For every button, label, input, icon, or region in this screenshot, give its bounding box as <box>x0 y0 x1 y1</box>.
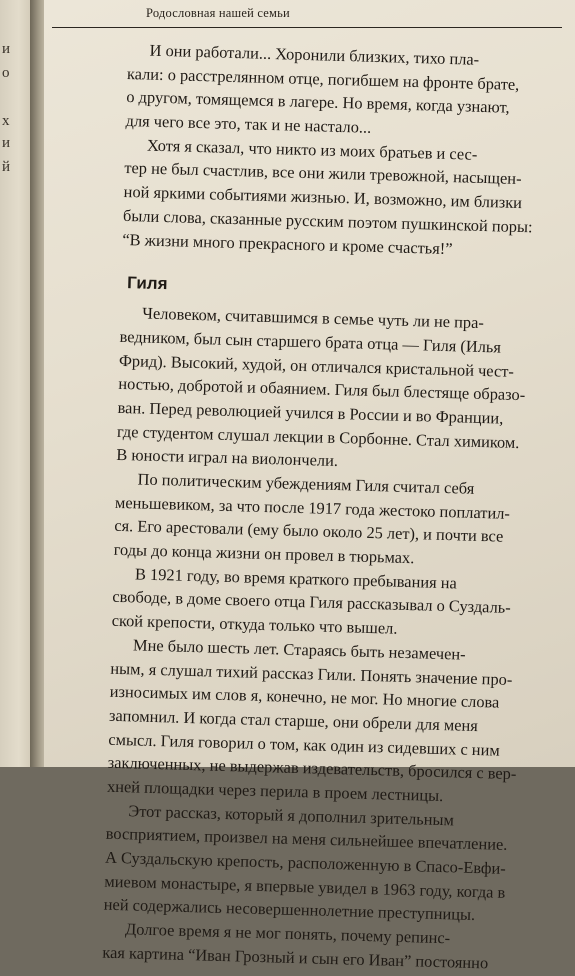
text-line: Долгое время я не мог понять, почему репинс- <box>124 919 451 948</box>
prev-page-fragment: х <box>2 113 10 129</box>
text-line: В 1921 году, во время краткого пребывания на <box>134 564 458 593</box>
text-line: ся. Его арестовали (ему было около 25 лет), и почти все <box>114 516 504 547</box>
text-line: ной яркими событиями жизнью. И, возможно, им близки <box>123 182 523 213</box>
text-line: миевом монастыре, я впервые увидел в 1963 году, когда в <box>104 871 506 902</box>
text-line: меньшевиком, за что после 1917 года жестоко поплатил- <box>114 492 511 523</box>
text-line: хней площадки через перила в проем лестницы. <box>106 776 444 806</box>
prev-page-fragment: и <box>2 135 11 151</box>
text-line: кали: о расстрелянном отце, погибшем на фронте брате, <box>126 63 520 94</box>
header-rule <box>52 27 562 28</box>
text-line: Мне было шесть лет. Стараясь быть незамечен- <box>132 635 466 664</box>
prev-page-fragment: и <box>2 41 11 57</box>
text-line: о другом, томящемся в лагере. Но время, когда узнают, <box>126 87 510 118</box>
text-line: А Суздальскую крепость, расположенную в Спасо-Евфи- <box>104 847 506 878</box>
text-line: где студентом слушал лекции в Сорбонне. Стал химиком. <box>116 421 520 452</box>
text-line: ным, я слушал тихий рассказ Гили. Понять значение про- <box>110 658 513 689</box>
text-line: “В жизни много прекрасного и кроме счастья!” <box>122 229 453 258</box>
text-line: ван. Перед революцией учился в России и во Франции, <box>117 397 504 428</box>
text-line: По политическим убеждениям Гиля считал себя <box>137 469 475 498</box>
text-line: годы до конца жизни он провел в тюрьмах. <box>113 539 415 568</box>
text-line: смысл. Гиля говорил о том, как один из сидевших с ним <box>108 729 501 760</box>
text-line: для чего все это, так и не настало... <box>125 111 372 137</box>
text-line: запомнил. И когда стал старше, они обрели для меня <box>108 705 479 735</box>
page-text <box>102 38 553 976</box>
text-line: тер не был счастлив, все они жили тревожной, насыщен- <box>124 158 522 189</box>
text-line: восприятием, произвел на меня сильнейшее впечатление. <box>105 824 508 855</box>
text-line: Человеком, считавшимся в семье чуть ли не пра- <box>142 303 485 333</box>
book-page <box>44 0 575 973</box>
section-heading: Гиля <box>126 273 168 294</box>
text-line: заключенных, не выдержав издевательств, бросился с вер- <box>107 752 517 784</box>
text-line: износимых им слов я, конечно, не мог. Но многие слова <box>109 681 500 712</box>
text-line: И они работали... Хоронили близких, тихо пла- <box>149 40 480 69</box>
text-line: ней содержались несовершеннолетние преступницы. <box>103 895 476 925</box>
text-line: ведником, был сын старшего брата отца — Гиля (Илья <box>119 326 502 357</box>
text-line: Этот рассказ, который я дополнил зрительным <box>128 800 455 830</box>
text-line: Хотя я сказал, что никто из моих братьев и сес- <box>146 135 478 164</box>
text-line: В юности играл на виолончели. <box>116 445 339 471</box>
text-line: были слова, сказанные русским поэтом пушкинской поры: <box>122 205 533 237</box>
prev-page-fragment: о <box>2 65 10 81</box>
running-head: Родословная нашей семьи <box>146 6 290 20</box>
text-line: свободе, в доме своего отца Гиля рассказывал о Суздаль- <box>112 587 511 618</box>
prev-page-fragment: й <box>2 159 11 175</box>
text-line: кая картина “Иван Грозный и сын его Иван” постоянно <box>102 942 489 973</box>
text-line: Фрид). Высокий, худой, он отличался кристальной чест- <box>118 350 515 381</box>
previous-page-edge <box>0 0 34 767</box>
text-line: ской крепости, откуда только что вышел. <box>111 610 398 638</box>
text-line: ностью, добротой и обаянием. Гиля был блестяще образо- <box>118 374 526 405</box>
